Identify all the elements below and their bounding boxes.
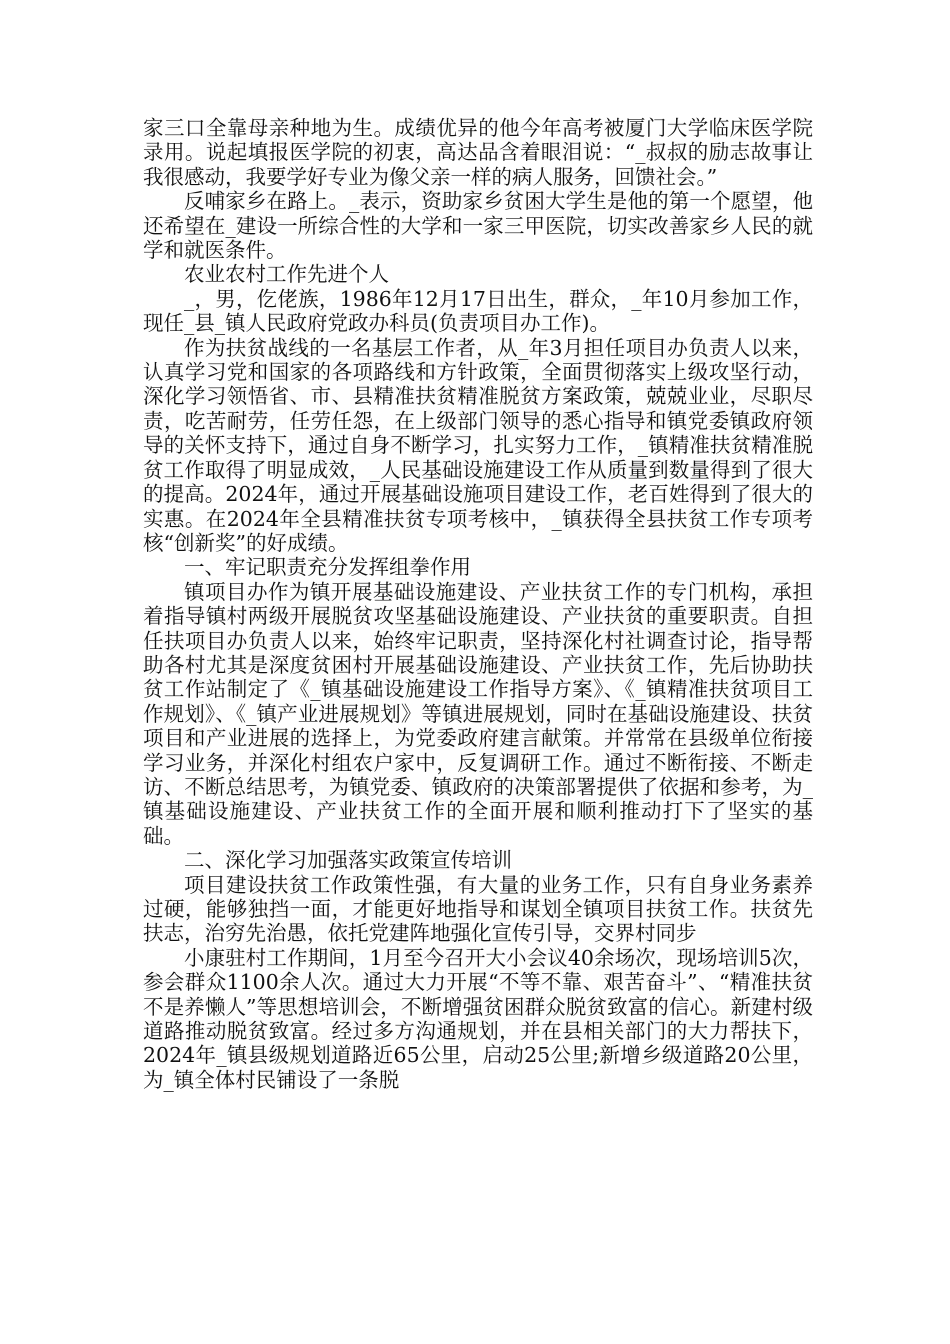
paragraph-personal-info: _，男，仡佬族，1986年12月17日出生，群众，_年10月参加工作，现任_县_镇人民政府党政办科员(负责项目办工作)。 xyxy=(143,286,813,336)
paragraph-village-work: 小康驻村工作期间，1月至今召开大小会议40余场次，现场培训5次，参会群众1100余人次。通过大力开展“不等不靠、艰苦奋斗”、“精准扶贫不是养懒人”等思想培训会，不断增强贫困群众脱贫致富的信心。新建村级道路推动脱贫致富。经过多方沟通规划，并在县相关部门的大力帮扶下，2024年_镇县级规划道路近65公里，启动25公里;新增乡级道路20公里，为_镇全体村民铺设了一条脱 xyxy=(143,945,813,1092)
document-page xyxy=(143,116,813,1092)
paragraph-policy-study: 项目建设扶贫工作政策性强，有大量的业务工作，只有自身业务素养过硬，能够独挡一面，才能更好地指导和谋划全镇项目扶贫工作。扶贫先扶志，治穷先治愚，依托党建阵地强化宣传引导，交界村同步 xyxy=(143,872,813,946)
section-heading-advanced-individual: 农业农村工作先进个人 xyxy=(184,262,389,287)
section-heading-one: 一、牢记职责充分发挥组拳作用 xyxy=(184,555,471,580)
paragraph-project-office-duties: 镇项目办作为镇开展基础设施建设、产业扶贫工作的专门机构，承担着指导镇村两级开展脱贫攻坚基础设施建设、产业扶贫的重要职责。自担任扶项目办负责人以来，始终牢记职责，坚持深化村社调查讨论，指导帮助各村尤其是深度贫困村开展基础设施建设、产业扶贫工作，先后协助扶贫工作站制定了《_镇基础设施建设工作指导方案》、《_镇精准扶贫项目工作规划》、《_镇产业进展规划》等镇进展规划，同时在基础设施建设、扶贫项目和产业进展的选择上，为党委政府建言献策。并常常在县级单位衔接学习业务，并深化村组农户家中，反复调研工作。通过不断衔接、不断走访、不断总结思考，为镇党委、镇政府的决策部署提供了依据和参考，为_镇基础设施建设、产业扶贫工作的全面开展和顺利推动打下了坚实的基础。 xyxy=(143,579,813,848)
paragraph-give-back-hometown: 反哺家乡在路上。_表示，资助家乡贫困大学生是他的第一个愿望，他还希望在_建设一所综合性的大学和一家三甲医院，切实改善家乡人民的就学和就医条件。 xyxy=(143,189,813,263)
paragraph-family-background: 家三口全靠母亲种地为生。成绩优异的他今年高考被厦门大学临床医学院录用。说起填报医学院的初衷，高达品含着眼泪说：“_叔叔的励志故事让我很感动，我要学好专业为像父亲一样的病人服务，回馈社会。” xyxy=(143,116,813,189)
paragraph-work-summary: 作为扶贫战线的一名基层工作者，从_年3月担任项目办负责人以来，认真学习党和国家的各项路线和方针政策，全面贯彻落实上级攻坚行动，深化学习领悟省、市、县精准扶贫精准脱贫方案政策，兢兢业业，尽职尽责，吃苦耐劳，任劳任怨，在上级部门领导的悉心指导和镇党委镇政府领导的关怀支持下，通过自身不断学习，扎实努力工作，_镇精准扶贫精准脱贫工作取得了明显成效，_人民基础设施建设工作从质量到数量得到了很大的提高。2024年，通过开展基础设施项目建设工作，老百姓得到了很大的实惠。在2024年全县精准扶贫专项考核中，_镇获得全县扶贫工作专项考核“创新奖”的好成绩。 xyxy=(143,335,813,555)
section-heading-two: 二、深化学习加强落实政策宣传培训 xyxy=(184,848,512,873)
